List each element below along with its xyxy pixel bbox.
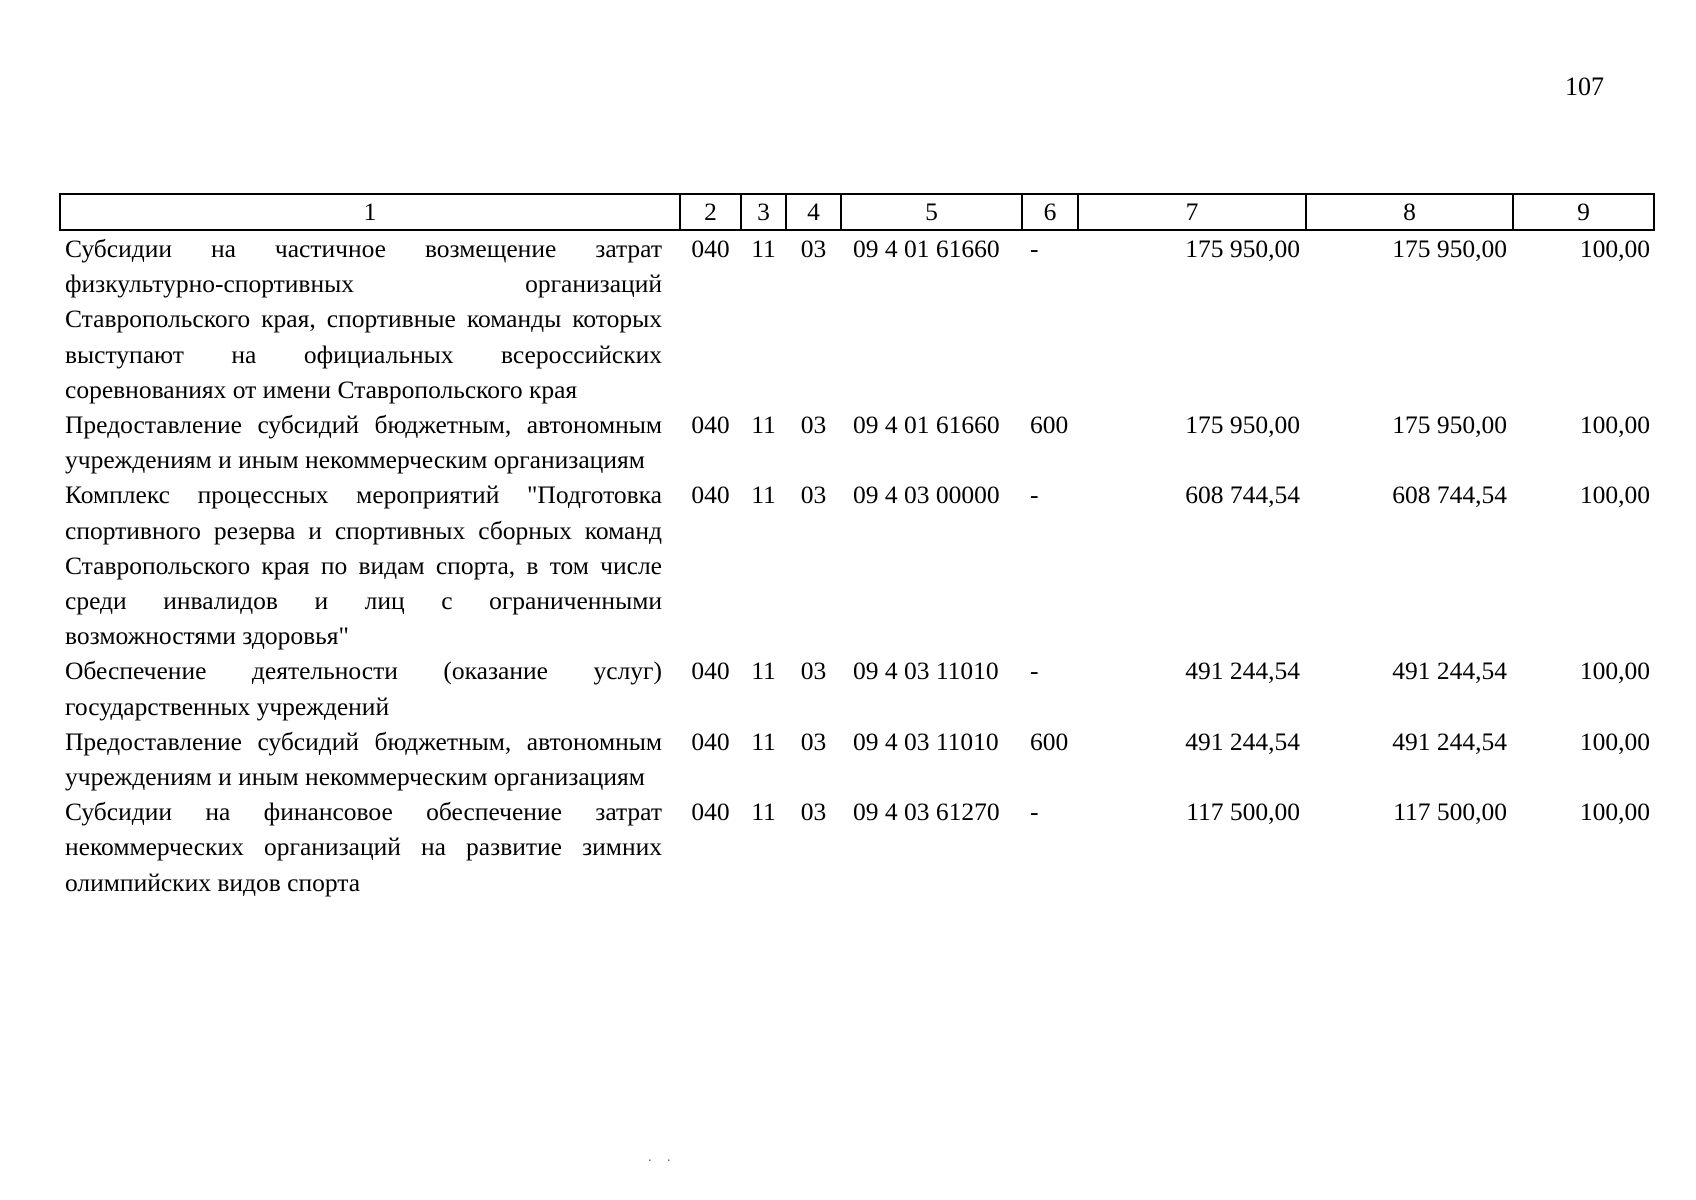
row-percent: 100,00 (1579, 234, 1650, 263)
table-row (60, 407, 1654, 477)
row-target: 09 4 03 11010 (853, 656, 999, 686)
row-subsection: 03 (800, 726, 827, 756)
row-plan: 175 950,00 (1185, 234, 1300, 263)
column-header: 9 (1513, 194, 1654, 230)
column-header: 1 (60, 194, 680, 230)
row-section: 11 (751, 656, 776, 686)
row-target: 09 4 03 11010 (853, 726, 999, 756)
table-header (60, 194, 1654, 230)
row-target: 09 4 03 61270 (853, 797, 1000, 827)
row-executed: 175 950,00 (1392, 410, 1507, 440)
row-section: 11 (751, 726, 776, 756)
row-executed: 491 244,54 (1392, 656, 1507, 686)
column-header: 6 (1022, 194, 1078, 230)
row-description: Предоставление субсидий бюджетным, автономным учреждениям и иным некоммерческим организациям (65, 410, 662, 475)
budget-table (59, 193, 1655, 900)
table-row (60, 653, 1654, 723)
row-description: Предоставление субсидий бюджетным, автономным учреждениям и иным некоммерческим организациям (65, 726, 662, 792)
row-executed: 175 950,00 (1392, 234, 1507, 263)
row-percent: 100,00 (1579, 726, 1650, 756)
table-row (60, 724, 1654, 794)
row-plan: 175 950,00 (1185, 410, 1300, 440)
row-expense-type: - (1030, 480, 1039, 510)
stray-marks: . . (648, 1150, 677, 1165)
row-executed: 608 744,54 (1392, 480, 1507, 510)
row-subsection: 03 (800, 656, 827, 686)
row-percent: 100,00 (1579, 797, 1650, 827)
row-code: 040 (691, 797, 730, 827)
row-target: 09 4 01 61660 (853, 234, 1000, 263)
table-row (60, 477, 1654, 653)
row-expense-type: - (1030, 234, 1039, 263)
header-row (60, 194, 1654, 230)
row-code: 040 (691, 234, 730, 263)
row-target: 09 4 03 00000 (853, 480, 1000, 510)
column-header: 5 (841, 194, 1022, 230)
row-section: 11 (751, 480, 776, 510)
row-code: 040 (691, 480, 730, 510)
row-subsection: 03 (800, 480, 827, 510)
column-header: 3 (741, 194, 786, 230)
row-expense-type: - (1030, 797, 1039, 827)
column-header: 4 (786, 194, 841, 230)
row-description: Обеспечение деятельности (оказание услуг) государственных учреждений (65, 656, 662, 721)
row-percent: 100,00 (1579, 410, 1650, 440)
row-executed: 491 244,54 (1392, 726, 1507, 756)
row-subsection: 03 (800, 410, 827, 440)
row-code: 040 (691, 726, 730, 756)
row-expense-type: - (1030, 656, 1039, 686)
row-percent: 100,00 (1579, 480, 1650, 510)
row-section: 11 (751, 234, 776, 263)
table-row (60, 794, 1654, 900)
row-code: 040 (691, 656, 730, 686)
row-subsection: 03 (800, 797, 827, 827)
row-description: Комплекс процессных мероприятий "Подготовка спортивного резерва и спортивных сборных команд Ставропольского края по видам спорта, в том числе среди инвалидов и лиц с ограниченными возможностями здоровья" (65, 480, 662, 651)
row-subsection: 03 (800, 234, 827, 263)
column-header: 8 (1306, 194, 1513, 230)
row-description: Субсидии на финансовое обеспечение затрат некоммерческих организаций на развитие зимних олимпийских видов спорта (65, 797, 662, 897)
table-row (60, 230, 1654, 407)
row-plan: 608 744,54 (1185, 480, 1300, 510)
row-target: 09 4 01 61660 (853, 410, 1000, 440)
page-number: 107 (1565, 72, 1604, 101)
row-plan: 491 244,54 (1185, 656, 1300, 686)
row-section: 11 (751, 797, 776, 827)
column-header: 2 (680, 194, 741, 230)
table-body (60, 230, 1654, 900)
row-expense-type: 600 (1030, 726, 1069, 756)
row-expense-type: 600 (1030, 410, 1069, 440)
row-percent: 100,00 (1579, 656, 1650, 686)
column-header: 7 (1078, 194, 1306, 230)
row-code: 040 (691, 410, 730, 440)
row-executed: 117 500,00 (1393, 797, 1507, 827)
row-description: Субсидии на частичное возмещение затрат физкультурно-спортивных организаций Ставропольского края, спортивные команды которых выступают на официальных всероссийских соревнованиях от имени Ставропольского края (65, 234, 662, 404)
row-plan: 117 500,00 (1186, 797, 1300, 827)
row-plan: 491 244,54 (1185, 726, 1300, 756)
row-section: 11 (751, 410, 776, 440)
